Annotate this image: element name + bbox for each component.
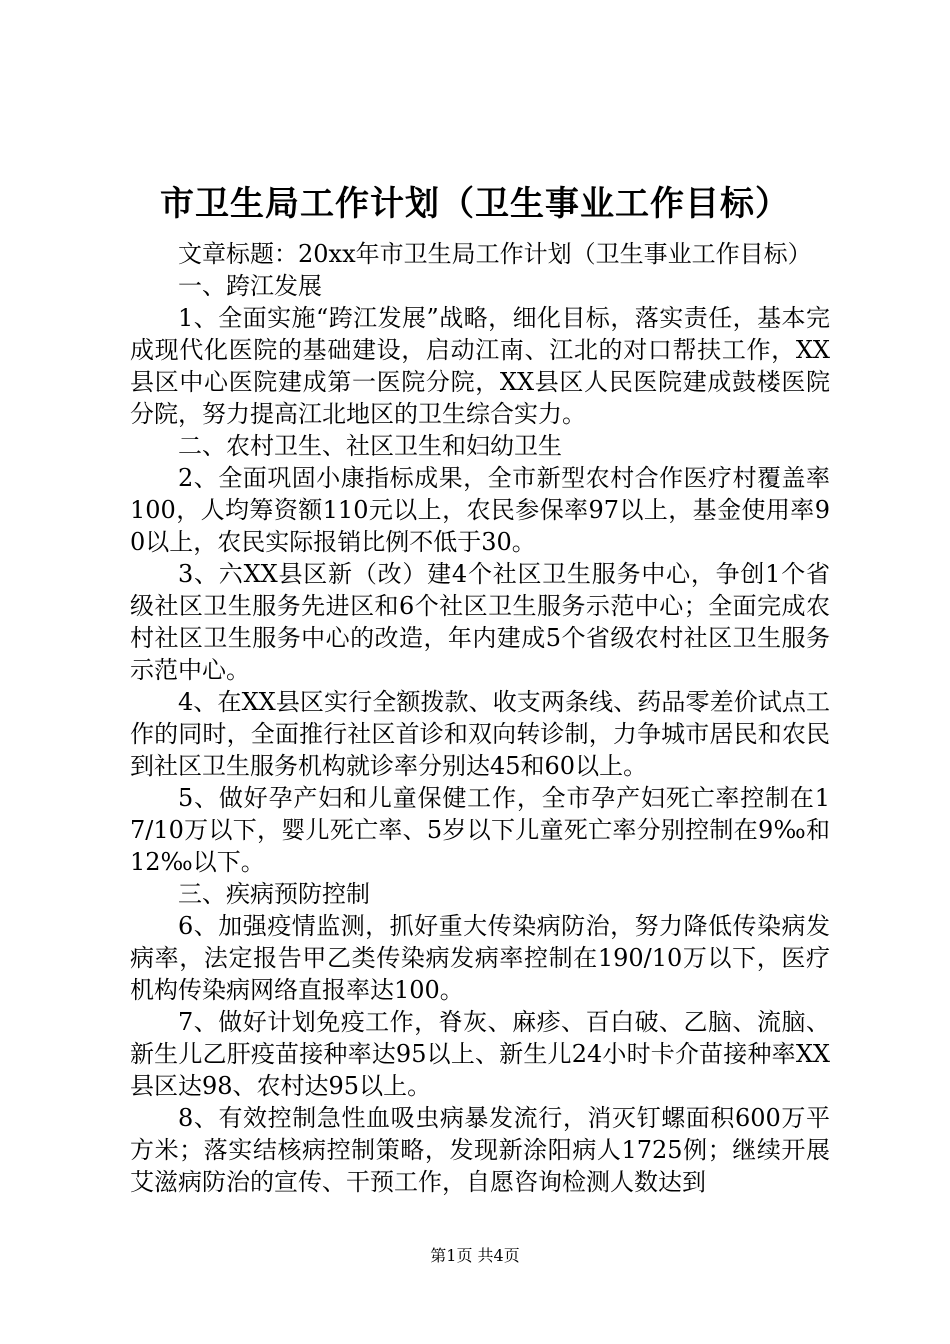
document-body: [130, 238, 830, 1198]
section-heading: 二、农村卫生、社区卫生和妇幼卫生: [178, 432, 562, 460]
page-footer: 第1页 共4页: [430, 1246, 520, 1265]
body-paragraph: 8、有效控制急性血吸虫病暴发流行，消灭钉螺面积600万平方米；落实结核病控制策略，发现新涂阳病人1725例；继续开展艾滋病防治的宣传、干预工作，自愿咨询检测人数达到: [130, 1104, 830, 1196]
body-paragraph: 7、做好计划免疫工作，脊灰、麻疹、百白破、乙脑、流脑、新生儿乙肝疫苗接种率达95以上、新生儿24小时卡介苗接种率XX县区达98、农村达95以上。: [130, 1008, 830, 1100]
body-paragraph: 1、全面实施“跨江发展”战略，细化目标，落实责任，基本完成现代化医院的基础建设，启动江南、江北的对口帮扶工作，XX县区中心医院建成第一医院分院，XX县区人民医院建成鼓楼医院分院，努力提高江北地区的卫生综合实力。: [130, 304, 830, 428]
body-paragraph: 2、全面巩固小康指标成果，全市新型农村合作医疗村覆盖率100，人均筹资额110元以上，农民参保率97以上，基金使用率90以上，农民实际报销比例不低于30。: [130, 464, 830, 556]
body-paragraph: 3、六XX县区新（改）建4个社区卫生服务中心，争创1个省级社区卫生服务先进区和6个社区卫生服务示范中心；全面完成农村社区卫生服务中心的改造，年内建成5个省级农村社区卫生服务示范中心。: [130, 560, 830, 684]
section-heading: 一、跨江发展: [178, 272, 322, 300]
body-paragraph: 6、加强疫情监测，抓好重大传染病防治，努力降低传染病发病率，法定报告甲乙类传染病发病率控制在190/10万以下，医疗机构传染病网络直报率达100。: [130, 912, 830, 1004]
section-heading: 三、疾病预防控制: [178, 880, 370, 908]
document-title: 市卫生局工作计划（卫生事业工作目标）: [160, 184, 790, 224]
body-paragraph: 4、在XX县区实行全额拨款、收支两条线、药品零差价试点工作的同时，全面推行社区首诊和双向转诊制，力争城市居民和农民到社区卫生服务机构就诊率分别达45和60以上。: [130, 688, 830, 780]
article-title-paragraph: 文章标题：20xx年市卫生局工作计划（卫生事业工作目标）: [178, 240, 812, 268]
body-paragraph: 5、做好孕产妇和儿童保健工作，全市孕产妇死亡率控制在17/10万以下，婴儿死亡率、5岁以下儿童死亡率分别控制在9‰和12‰以下。: [130, 784, 830, 876]
